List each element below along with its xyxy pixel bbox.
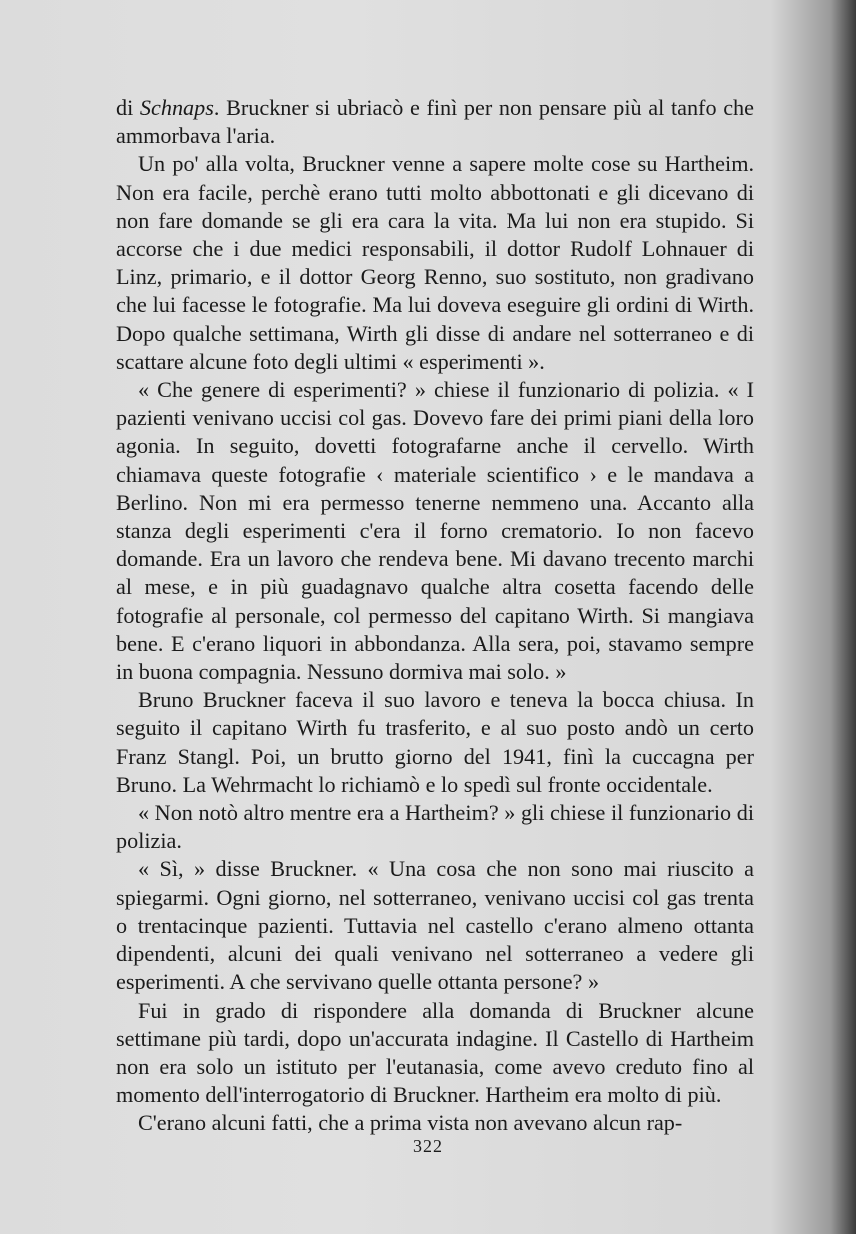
lead-text: di: [116, 95, 140, 120]
paragraph: « Non notò altro mentre era a Hartheim? » gli chiese il funzionario di polizia.: [116, 800, 754, 854]
paragraph: C'erano alcuni fatti, che a prima vista non avevano alcun rap-: [138, 1110, 683, 1136]
paragraph-continued: [116, 94, 754, 150]
paragraph: « Sì, » disse Bruckner. « Una cosa che non sono mai riuscito a spiegarmi. Ogni giorno, nel sotterraneo, venivano uccisi col gas trenta o trentacinque pazienti. Tuttavia nel castello c'erano almeno ottanta dipendenti, alcuni dei quali venivano nel sotterraneo a vedere gli esperimenti. A che servivano quelle ottanta persone? »: [116, 856, 754, 995]
paragraph: Fui in grado di rispondere alla domanda di Bruckner alcune settimane più tardi, dopo un'accurata indagine. Il Castello di Hartheim non era solo un istituto per l'eutanasia, come avevo creduto fino al momento dell'interrogatorio di Bruckner. Hartheim era molto di più.: [116, 997, 754, 1108]
paragraph: « Che genere di esperimenti? » chiese il funzionario di polizia. « I pazienti venivano uccisi col gas. Dovevo fare dei primi piani della loro agonia. In seguito, dovetti fotografarne anche il cervello. Wirth chiamava queste fotografie ‹ materiale scientifico › e le mandava a Berlino. Non mi era permesso tenerne nemmeno una. Accanto alla stanza degli esperimenti c'era il forno crematorio. Io non facevo domande. Era un lavoro che rendeva bene. Mi davano trecento marchi al mese, e in più guadagnavo qualche altra cosetta facendo delle fotografie al personale, col permesso del capitano Wirth. Si mangiava bene. E c'erano liquori in abbondanza. Alla sera, poi, stavamo sempre in buona compagnia. Nessuno dormiva mai solo. »: [116, 377, 754, 685]
lead-rest-text: . Bruckner si ubriacò e finì per non pensare più al tanfo che ammorbava l'aria.: [116, 95, 754, 149]
paragraph: Un po' alla volta, Bruckner venne a sapere molte cose su Hartheim. Non era facile, perchè erano tutti molto abbottonati e gli dicevano di non fare domande se gli era cara la vita. Ma lui non era stupido. Si accorse che i due medici responsabili, il dottor Rudolf Lohnauer di Linz, primario, e il dottor Georg Renno, suo sostituto, non gradivano che lui facesse le fotografie. Ma lui doveva eseguire gli ordini di Wirth. Dopo qualche settimana, Wirth gli disse di andare nel sotterraneo e di scattare alcune foto degli ultimi « esperimenti ».: [116, 151, 754, 374]
italic-word: Schnaps: [139, 95, 214, 120]
page-number: 322: [413, 1136, 443, 1156]
paragraph: Bruno Bruckner faceva il suo lavoro e teneva la bocca chiusa. In seguito il capitano Wirth fu trasferito, e al suo posto andò un certo Franz Stangl. Poi, un brutto giorno del 1941, finì la cuccagna per Bruno. La Wehrmacht lo richiamò e lo spedì sul fronte occidentale.: [116, 687, 754, 797]
body-text: [116, 94, 754, 1138]
